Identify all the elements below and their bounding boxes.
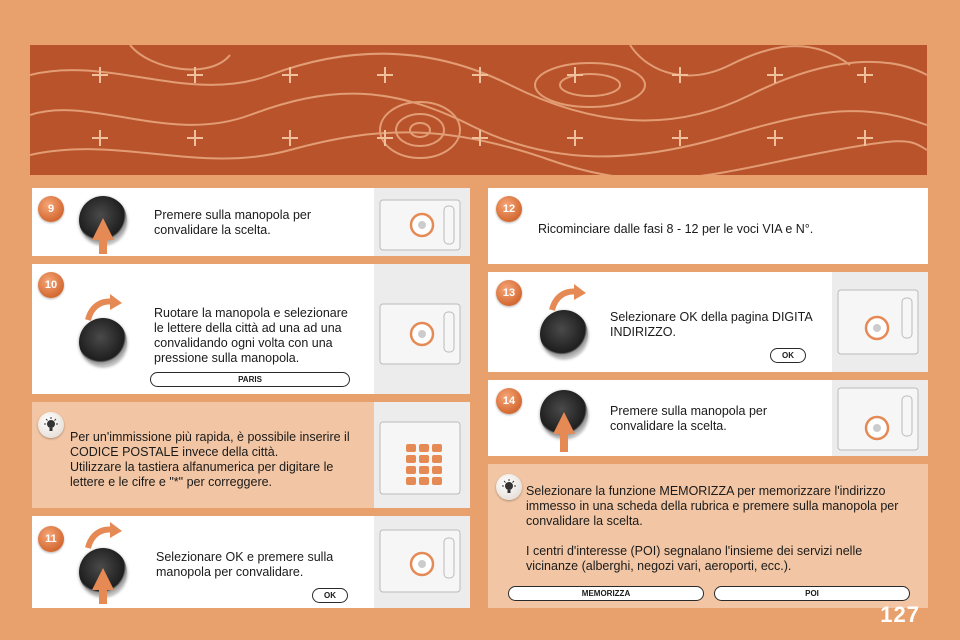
- step-13-card: [488, 272, 928, 372]
- radio-panel-icon: [374, 188, 470, 256]
- step-14-text: Premere sulla manopola per convalidare la scelta.: [610, 404, 768, 433]
- page-number: 127: [880, 602, 920, 627]
- tip-2-text: Selezionare la funzione MEMORIZZA per memorizzare l'indirizzo immesso in una scheda della rubrica e premere sulla manopola per convalidare la scelta. I centri d'interesse (POI) segnalano l'insieme dei servizi nelle vicinanze (alberghi, negozi vari, aeroporti, ecc.).: [526, 484, 899, 573]
- step-number-badge: 10: [38, 272, 64, 298]
- step-12-text: Ricominciare dalle fasi 8 - 12 per le voci VIA e N°.: [538, 222, 814, 236]
- ok-label: OK: [770, 348, 806, 363]
- step-14-card: [488, 380, 928, 456]
- step-number-badge: 9: [38, 196, 64, 222]
- step-number-badge: 13: [496, 280, 522, 306]
- lightbulb-icon: [496, 474, 522, 500]
- memorizza-label: MEMORIZZA: [508, 586, 704, 601]
- press-arrow-head: [92, 218, 114, 240]
- rotary-knob-icon: [79, 318, 127, 366]
- radio-panel-icon: [374, 516, 470, 608]
- tip-2-card: [488, 464, 928, 608]
- press-arrow-head: [92, 568, 114, 590]
- keypad-panel-icon: [374, 402, 470, 508]
- radio-panel-icon: [374, 264, 470, 394]
- radio-panel-icon: [832, 380, 928, 456]
- paris-label: PARIS: [150, 372, 350, 387]
- step-number-badge: 12: [496, 196, 522, 222]
- tip-1-card: [32, 402, 470, 508]
- lightbulb-icon: [38, 412, 64, 438]
- step-number-badge: 14: [496, 388, 522, 414]
- ok-label: OK: [312, 588, 348, 603]
- step-9-card: [32, 188, 470, 256]
- step-10-card: [32, 264, 470, 394]
- radio-panel-icon: [832, 272, 928, 372]
- poi-label: POI: [714, 586, 910, 601]
- topographic-banner: [30, 45, 927, 175]
- step-11-text: Selezionare OK e premere sulla manopola per convalidare.: [156, 550, 334, 579]
- tip-1-text: Per un'immissione più rapida, è possibile inserire il CODICE POSTALE invece della città. Utilizzare la tastiera alfanumerica per digitare le lettere e le cifre e "*" per correggere.: [70, 430, 350, 489]
- step-13-text: Selezionare OK della pagina DIGITA INDIRIZZO.: [610, 310, 813, 339]
- step-10-text: Ruotare la manopola e selezionare le lettere della città ad una ad una convalidando ogni volta con una pressione sulla manopola.: [154, 306, 348, 365]
- step-9-text: Premere sulla manopola per convalidare la scelta.: [154, 208, 312, 237]
- step-number-badge: 11: [38, 526, 64, 552]
- rotary-knob-icon: [540, 310, 588, 358]
- press-arrow-head: [553, 412, 575, 434]
- step-12-card: [488, 188, 928, 264]
- step-11-card: [32, 516, 470, 608]
